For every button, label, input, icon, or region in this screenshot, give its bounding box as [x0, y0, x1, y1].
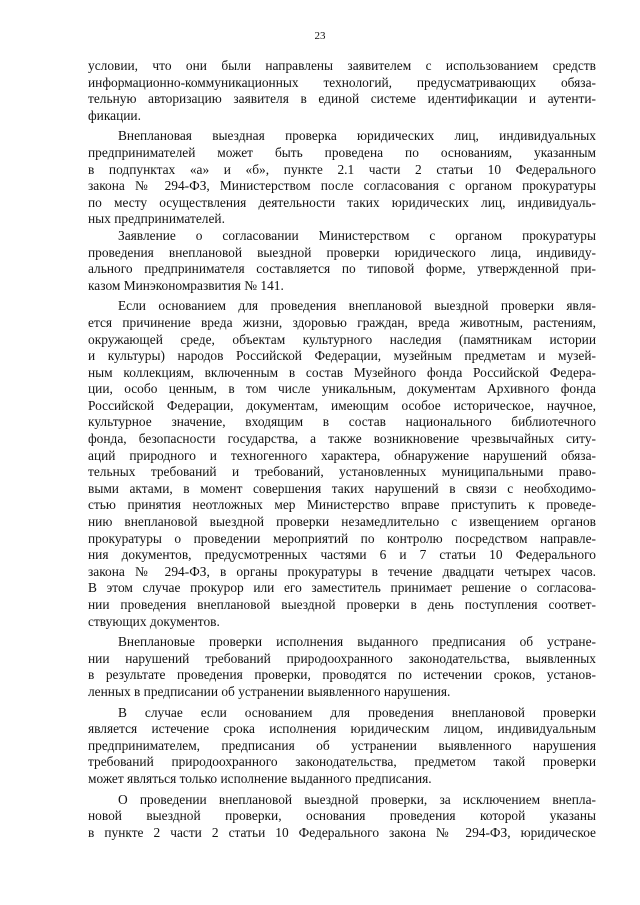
text-line: является истечение срока исполнения юридическим лицом, индивидуальным	[88, 721, 596, 737]
text-line: закона № 294-ФЗ, в органы прокуратуры в течение двадцати четырех часов.	[88, 563, 596, 579]
text-line: ствующих документов.	[88, 613, 220, 629]
text-line: Заявление о согласовании Министерством с органом прокуратуры	[118, 227, 596, 243]
text-line: выми актами, в момент совершения таких нарушений в связи с необходимо-	[88, 480, 596, 496]
text-line: нии нарушений требований природоохранного законодательства, выявленных	[88, 650, 596, 666]
text-line: условии, что они были направлены заявителем с использованием средств	[88, 58, 596, 73]
text-line: предпринимателем, предписания об устранении выявленного нарушения	[88, 737, 596, 753]
text-line: новой выездной проверки, основания проведения которой указаны	[88, 808, 596, 824]
text-line: прокуратуры о проведении мероприятий по контролю посредством направле-	[88, 530, 596, 546]
text-line: аций природного и техногенного характера, обнаружение нарушений обяза-	[88, 447, 596, 463]
paragraph	[88, 228, 596, 294]
document-body	[88, 58, 596, 841]
text-line: и культуры) народов Российской Федерации, музейным предметам и музей-	[88, 348, 596, 364]
text-line: предпринимателей может быть проведена по основаниям, указанным	[88, 144, 596, 160]
paragraph	[88, 792, 596, 842]
text-line: Если основанием для проведения внеплановой выездной проверки явля-	[118, 298, 596, 314]
paragraph	[88, 298, 596, 630]
paragraph	[88, 128, 596, 228]
paragraph	[88, 634, 596, 700]
text-line: ется причинение вреда жизни, здоровью граждан, вреда животным, растениям,	[88, 314, 596, 330]
text-line: фикации.	[88, 107, 141, 123]
page-number: 23	[314, 30, 326, 42]
text-line: в результате проведения проверки, проводятся по истечении сроков, установ-	[88, 667, 596, 683]
text-line: Внеплановые проверки исполнения выданного предписания об устране-	[118, 634, 596, 650]
text-line: ным коллекциям, включенным в состав Музейного фонда Российской Федера-	[88, 364, 596, 380]
text-line: ального предпринимателя составляется по типовой форме, утвержденной при-	[88, 261, 596, 277]
text-line: нию внеплановой выездной проверки незамедлительно с извещением органов	[88, 514, 596, 530]
text-line: ния документов, предусмотренных частями 6 и 7 статьи 10 Федерального	[88, 547, 596, 563]
text-line: В этом случае прокурор или его заместитель принимает решение о согласова-	[88, 580, 596, 596]
text-line: может являться только исполнение выданного предписания.	[88, 770, 432, 786]
text-line: нии проведения внеплановой выездной проверки в день поступления соответ-	[88, 597, 596, 612]
text-line: тельную авторизацию заявителя в единой системе идентификации и аутенти-	[88, 91, 596, 107]
text-line: в пункте 2 части 2 статьи 10 Федерального закона № 294-ФЗ, юридическое	[88, 824, 596, 840]
text-line: ленных в предписании об устранении выявленного нарушения.	[88, 683, 451, 699]
text-line: окружающей среде, объектам культурного наследия (памятникам истории	[88, 331, 596, 347]
paragraph	[88, 58, 596, 124]
text-line: О проведении внеплановой выездной проверки, за исключением внепла-	[118, 791, 596, 807]
text-line: требований природоохранного законодательства, предметом такой проверки	[88, 754, 596, 770]
text-line: стью принятия неотложных мер Министерство вправе приступить к проведе-	[88, 497, 596, 513]
text-line: ных предпринимателей.	[88, 211, 225, 227]
text-line: проведения внеплановой выездной проверки юридического лица, индивиду-	[88, 244, 596, 260]
text-line: ции, особо ценным, в том числе уникальным, документам Архивного фонда	[88, 381, 596, 397]
text-line: Российской Федерации, документам, имеющим особое историческое, научное,	[88, 397, 596, 413]
text-line: информационно-коммуникационных технологий, предусматривающих обяза-	[88, 74, 596, 90]
paragraph	[88, 705, 596, 788]
text-line: Внеплановая выездная проверка юридических лиц, индивидуальных	[118, 128, 596, 144]
text-line: закона № 294-ФЗ, Министерством после согласования с органом прокуратуры	[88, 178, 596, 194]
text-line: по месту осуществления деятельности таких юридических лиц, индивидуаль-	[88, 194, 596, 210]
text-line: В случае если основанием для проведения внеплановой проверки	[118, 704, 596, 720]
text-line: фонда, безопасности государства, а также возникновение чрезвычайных ситу-	[88, 431, 596, 447]
text-line: культурное значение, входящим в состав национального библиотечного	[88, 414, 596, 430]
text-line: тельных требований и требований, установленных муниципальными право-	[88, 464, 596, 480]
text-line: казом Минэкономразвития № 141.	[88, 277, 284, 293]
text-line: в подпунктах «а» и «б», пункте 2.1 части 2 статьи 10 Федерального	[88, 161, 596, 177]
